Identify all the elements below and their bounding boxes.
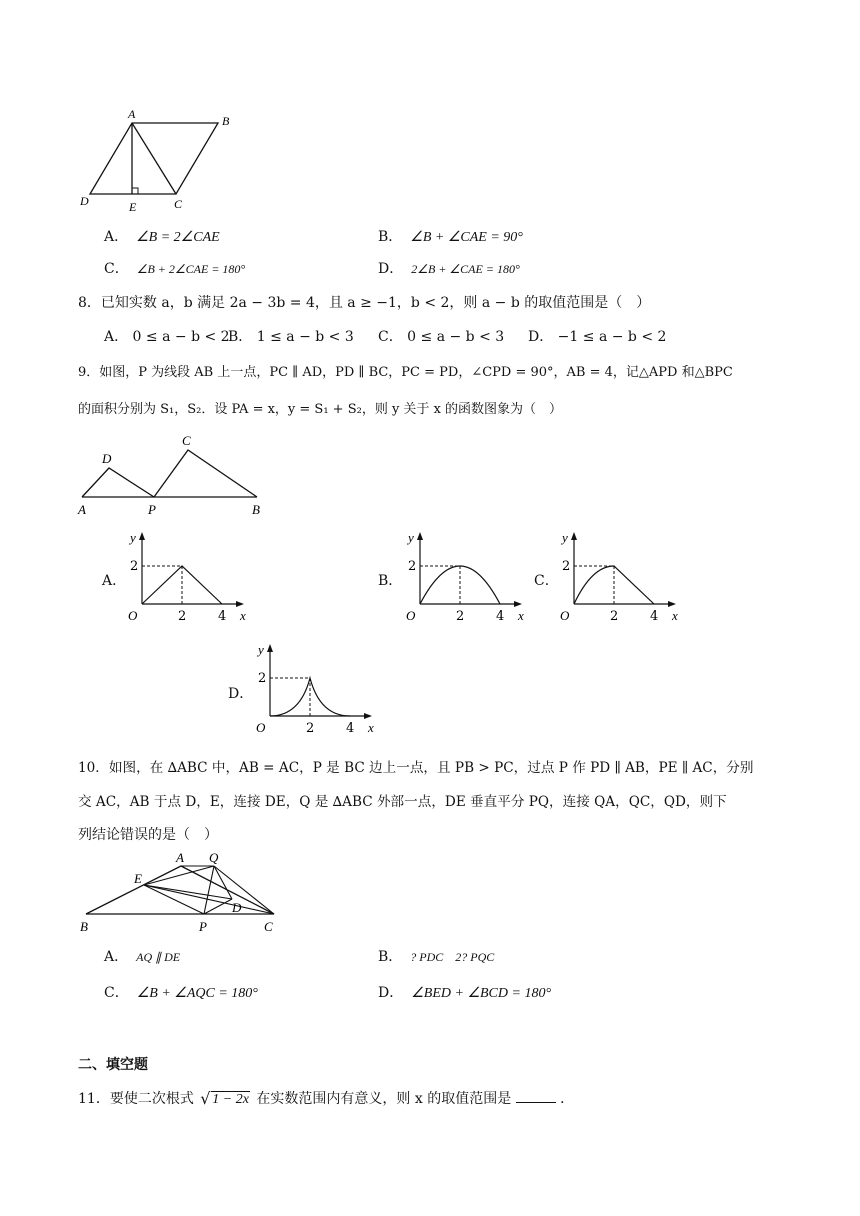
- q9-graph-b-x-label: x: [518, 608, 524, 623]
- q8-option-b[interactable]: B． 1 ≤ a − b < 3: [228, 329, 354, 345]
- q10-stem-line3: 列结论错误的是（ ）: [78, 827, 218, 843]
- q8-stem: 8．已知实数 a，b 满足 2a − 3b = 4，且 a ≥ −1，b < 2，则 a − b 的取值范围是（ ）: [78, 295, 651, 311]
- q7-option-c[interactable]: [104, 258, 245, 278]
- q9-graph-d[interactable]: [248, 640, 388, 736]
- q9-label-D: D: [102, 451, 112, 466]
- q9-stem-line2: 的面积分别为 S₁，S₂．设 PA = x，y = S₁ + S₂，则 y 关于 x 的函数图象为（ ）: [78, 402, 563, 417]
- q11-sqrt-expression: [200, 1091, 250, 1108]
- q9-graph-d-tick-y2: 2: [258, 671, 267, 686]
- q9-label-B: B: [252, 502, 260, 517]
- q9-graph-c-tick-x2: 2: [610, 609, 619, 624]
- q10-label-E: E: [134, 871, 142, 886]
- q7-label-A: A: [128, 107, 136, 121]
- q10-option-c[interactable]: [104, 982, 258, 1002]
- q10-label-D: D: [232, 900, 242, 915]
- q9-graph-a-tick-x4: 4: [218, 609, 227, 624]
- q9-option-b-letter[interactable]: B．: [378, 573, 403, 589]
- q9-graph-c[interactable]: [552, 528, 692, 624]
- q9-label-C: C: [182, 433, 191, 448]
- q9-label-P: P: [148, 502, 156, 517]
- q9-option-d-letter[interactable]: D．: [228, 686, 254, 702]
- q7-label-C: C: [174, 197, 183, 211]
- q10-label-P: P: [199, 919, 207, 934]
- q7-label-E: E: [129, 200, 137, 214]
- q8-option-a[interactable]: A． 0 ≤ a − b < 2: [104, 329, 230, 345]
- q7-option-d-letter: D．: [378, 261, 404, 277]
- q8-option-c[interactable]: C． 0 ≤ a − b < 3: [378, 329, 505, 345]
- q9-graph-b-tick-x4: 4: [496, 609, 505, 624]
- q10-stem-line2: 交 AC，AB 于点 D，E，连接 DE，Q 是 ∆ABC 外部一点，DE 垂直平分 PQ，连接 QA，QC，QD，则下: [78, 794, 727, 810]
- q7-option-a-text: ∠B = 2∠CAE: [136, 230, 220, 245]
- q9-figure-svg: [76, 432, 276, 518]
- q9-label-A: A: [78, 502, 86, 517]
- q10-label-Q: Q: [209, 850, 219, 865]
- q9-graph-c-tick-x4: 4: [650, 609, 659, 624]
- q10-label-A: A: [176, 850, 184, 865]
- q11-answer-blank[interactable]: [516, 1090, 556, 1103]
- q7-option-b-text: ∠B + ∠CAE = 90°: [410, 230, 523, 245]
- q9-stem-line1: 9．如图，P 为线段 AB 上一点，PC ∥ AD，PD ∥ BC，PC = PD，∠CPD = 90°，AB = 4，记△APD 和△BPC: [78, 365, 733, 380]
- q9-graph-d-origin: O: [256, 720, 266, 735]
- q9-graph-c-y-label: y: [562, 530, 568, 545]
- q9-graph-a-x-label: x: [240, 608, 246, 623]
- q10-stem-line1: 10．如图，在 ∆ABC 中，AB = AC，P 是 BC 边上一点，且 PB > PC，过点 P 作 PD ∥ AB，PE ∥ AC，分别: [78, 760, 754, 776]
- q10-option-d-text: ∠BED + ∠BCD = 180°: [411, 986, 552, 1001]
- q11-prefix: 11．要使二次根式: [78, 1091, 194, 1107]
- q9-graph-b-svg: [398, 528, 538, 624]
- q7-option-c-text: ∠B + 2∠CAE = 180°: [136, 262, 246, 276]
- q10-option-d-letter: D．: [378, 985, 404, 1001]
- q9-graph-a-y-label: y: [130, 530, 136, 545]
- q9-graph-a-origin: O: [128, 608, 138, 623]
- q10-option-c-letter: C．: [104, 985, 129, 1001]
- q9-graph-a-svg: [120, 528, 260, 624]
- q11-stem: [78, 1088, 574, 1108]
- q11-end: ．: [560, 1091, 575, 1107]
- q9-graph-b-origin: O: [406, 608, 416, 623]
- q11-radicand: 1 − 2x: [212, 1092, 249, 1107]
- q7-option-a-letter: A．: [104, 229, 129, 245]
- q7-label-D: D: [80, 194, 89, 208]
- q10-option-a-letter: A．: [104, 949, 129, 965]
- q7-option-b-letter: B．: [378, 229, 403, 245]
- q9-graph-a-tick-y2: 2: [130, 559, 139, 574]
- q9-graph-d-svg: [248, 640, 388, 736]
- q9-graph-a[interactable]: [120, 528, 260, 624]
- q9-graph-d-tick-x4: 4: [346, 721, 355, 736]
- q7-label-B: B: [222, 114, 230, 128]
- q7-option-d-text: 2∠B + ∠CAE = 180°: [411, 262, 520, 276]
- q7-option-b[interactable]: [378, 226, 523, 246]
- q7-option-c-letter: C．: [104, 261, 129, 277]
- section-heading-fill-in: 二、填空题: [78, 1057, 148, 1073]
- q9-graph-c-x-label: x: [672, 608, 678, 623]
- q10-option-a-text: AQ ∥ DE: [136, 950, 181, 964]
- q10-option-a[interactable]: [104, 946, 180, 966]
- q10-option-c-text: ∠B + ∠AQC = 180°: [136, 986, 258, 1001]
- q9-graph-a-tick-x2: 2: [178, 609, 187, 624]
- q9-triangles-figure: [76, 432, 276, 518]
- q10-label-C: C: [264, 919, 273, 934]
- q9-graph-b-y-label: y: [408, 530, 414, 545]
- q9-graph-c-tick-y2: 2: [562, 559, 571, 574]
- q9-graph-b[interactable]: [398, 528, 538, 624]
- q10-option-d[interactable]: [378, 982, 551, 1002]
- q8-option-d[interactable]: D． −1 ≤ a − b < 2: [528, 329, 667, 345]
- q11-suffix: 在实数范围内有意义，则 x 的取值范围是: [256, 1091, 512, 1107]
- q10-option-b-letter: B．: [378, 949, 403, 965]
- q9-graph-b-tick-y2: 2: [408, 559, 417, 574]
- q10-triangle-figure: [76, 848, 286, 938]
- q9-graph-d-tick-x2: 2: [306, 721, 315, 736]
- q10-option-b[interactable]: [378, 946, 494, 966]
- q11-sqrt-sign-icon: √: [200, 1089, 211, 1108]
- q9-graph-b-tick-x2: 2: [456, 609, 465, 624]
- q9-graph-d-y-label: y: [258, 642, 264, 657]
- q9-option-a-letter[interactable]: A．: [102, 573, 127, 589]
- q10-option-b-text: ? PDC 2? PQC: [410, 950, 495, 964]
- q9-option-c-letter[interactable]: C．: [534, 573, 559, 589]
- q9-graph-c-svg: [552, 528, 692, 624]
- q7-figure-svg: [78, 108, 238, 218]
- q7-option-a[interactable]: [104, 226, 220, 246]
- q9-graph-c-origin: O: [560, 608, 570, 623]
- q7-parallelogram-figure: [78, 108, 238, 218]
- q7-option-d[interactable]: [378, 258, 520, 278]
- q9-graph-d-x-label: x: [368, 720, 374, 735]
- q10-figure-svg: [76, 848, 286, 938]
- q10-label-B: B: [80, 919, 88, 934]
